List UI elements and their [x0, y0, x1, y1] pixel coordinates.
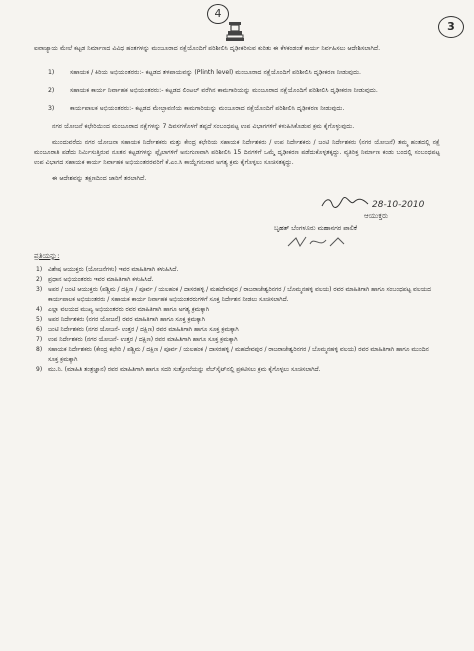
item-number: 6): [36, 326, 43, 333]
list-item: [48, 86, 440, 96]
item-number: 8): [36, 346, 43, 353]
item-number: 1): [36, 266, 43, 273]
item-text: ಅಪರ / ಜಂಟಿ ಆಯುಕ್ತರು (ಪಶ್ಚಿಮ / ದಕ್ಷಿಣ / ಪೂರ್ವ / ಯಲಹಂಕ / ದಾಸರಹಳ್ಳಿ / ಮಹದೇವಪುರ / ರಾಜರಾಜೇಶ್ವರಿನಗರ / ಬೊಮ್ಮನಹಳ್ಳಿ ವಲಯ) ರವರ ಮಾಹಿತಿಗಾಗಿ ಹಾಗೂ ಸಂಬಂಧಪಟ್ಟ ವಲಯದ ಕಾರ್ಯಪಾಲಕ ಅಭಿಯಂತರರು / ಸಹಾಯಕ ಕಾರ್ಯ ನಿರ್ವಾಹಕ ಅಭಿಯಂತರರುಗಳಿಗೆ ಸೂಕ್ತ ನಿರ್ದೇಶನ ನೀಡಲು ಸೂಚಿಸಲಾಗಿದೆ.: [48, 286, 432, 303]
signature-title: ಆಯುಕ್ತರು: [364, 212, 389, 220]
list-item: [34, 365, 440, 375]
list-item: [34, 335, 440, 345]
paragraph-inspection: ಮುಂದುವರೆದು ನಗರ ಯೋಜನಾ ಸಹಾಯಕ ನಿರ್ದೇಶಕರು ಮತ್ತು ಕೇಂದ್ರ ಕಛೇರಿಯ ಸಹಾಯಕ ನಿರ್ದೇಶಕರು / ಉಪ ನಿರ್ದೇಶಕರು / ಜಂಟಿ ನಿರ್ದೇಶಕರು (ನಗರ ಯೋಜನೆ) ತಮ್ಮ ಹಂತದಲ್ಲಿ ನಕ್ಷೆ ಮಂಜೂರಾತಿ ಪಡೆದು ನಿರ್ಮಿಸುತ್ತಿರುವ ನೂತನ ಕಟ್ಟಡಗಳನ್ನು ಪ್ಲೈಲಾಗಳಿಗೆ ಅನುಗುಣವಾಗಿ ಪರಿಶೀಲಿಸಿ 15 ದಿನಗಳಿಗೆ ಒಮ್ಮೆ ದೃಢೀಕರಣ ಪಡೆದುಕೊಳ್ಳತಕ್ಕದ್ದು. ವ್ಯತಿರಿಕ್ತ ನಿರ್ಮಾಣ ಕಂಡು ಬಂದಲ್ಲಿ ಸಂಬಂಧಪಟ್ಟ ಉಪ ವಿಭಾಗದ ಸಹಾಯಕ ಕಾರ್ಯ ನಿರ್ವಾಹಕ ಅಭಿಯಂತರರವರಿಗೆ ಕೆ.ಎಂ.ಸಿ ಕಾಯ್ದೆಗನುಸಾರ ಅಗತ್ಯ ಕ್ರಮ ಕೈಗೊಳ್ಳಲು ಸೂಚಿಸತಕ್ಕದ್ದು.: [34, 139, 440, 166]
handwritten-initials-icon: [286, 234, 346, 250]
circled-number: 4: [207, 4, 229, 24]
copies-list: [34, 265, 440, 375]
item-number: 9): [36, 366, 43, 373]
item-number: 4): [36, 306, 43, 313]
item-text: ವಿಶೇಷ ಆಯುಕ್ತರು (ಯೋಜನೆಗಳು) ಇವರ ಮಾಹಿತಿಗಾಗಿ ಕಳುಹಿಸಿದೆ.: [48, 266, 179, 273]
paragraph-dispatch: ನಗರ ಯೋಜನೆ ಕಛೇರಿಯಿಂದ ಮಂಜೂರಾದ ನಕ್ಷೆಗಳನ್ನು 7 ದಿವಸಗಳೊಳಗೆ ತಪ್ಪದೆ ಸಂಬಂಧಪಟ್ಟ ಉಪ ವಿಭಾಗಗಳಿಗೆ ಕಳುಹಿಸಿಕೊಡುವ ಕ್ರಮ ಕೈಗೊಳ್ಳುವುದು.: [52, 123, 355, 130]
item-number: 7): [36, 336, 43, 343]
item-text: ಕಾರ್ಯಪಾಲಕ ಅಭಿಯಂತರರು:- ಕಟ್ಟಡದ ಮೇಲ್ಛಾವಣಿಯ ಕಾಮಗಾರಿಯನ್ನು ಮಂಜೂರಾದ ನಕ್ಷೆಯೊಂದಿಗೆ ಪರಿಶೀಲಿಸಿ ದೃಢೀಕರಣ ನೀಡುವುದು.: [70, 105, 345, 112]
list-item: [34, 325, 440, 335]
list-item: [34, 305, 440, 315]
item-text: ಮು.ನಿ. (ಮಾಹಿತಿ ತಂತ್ರಜ್ಞಾನ) ರವರ ಮಾಹಿತಿಗಾಗಿ ಹಾಗೂ ಸದರಿ ಸುತ್ತೋಲೆಯನ್ನು ವೆಬ್‌ಸೈಟ್‌ನಲ್ಲಿ ಪ್ರಕಟಿಸಲು ಕ್ರಮ ಕೈಗೊಳ್ಳಲು ಸೂಚಿಸಲಾಗಿದೆ.: [48, 366, 321, 373]
list-item: [34, 315, 440, 325]
list-item: [34, 275, 440, 285]
item-text: ಸಹಾಯಕ / ಕಿರಿಯ ಅಭಿಯಂತರರು:- ಕಟ್ಟಡದ ತಳಪಾಯವನ್ನು (Plinth level) ಮಂಜೂರಾದ ನಕ್ಷೆಯೊಂದಿಗೆ ಪರಿಶೀಲಿಸಿ ದೃಢೀಕರಣ ನೀಡುವುದು.: [70, 69, 362, 76]
item-number: 3): [36, 286, 43, 293]
list-item: [34, 345, 440, 365]
list-item: [48, 68, 440, 78]
item-number: 1): [48, 69, 55, 76]
item-number: 2): [36, 276, 43, 283]
item-text: ಎಲ್ಲಾ ವಲಯದ ಮುಖ್ಯ ಅಭಿಯಂತರರು ರವರ ಮಾಹಿತಿಗಾಗಿ ಹಾಗೂ ಅಗತ್ಯ ಕ್ರಮಕ್ಕಾಗಿ: [48, 306, 210, 313]
signature-block: [34, 196, 440, 248]
copies-heading: ಪ್ರತಿಯನ್ನು:: [34, 252, 60, 260]
item-number: 5): [36, 316, 43, 323]
item-number: 2): [48, 87, 55, 94]
item-text: ಅಪರ ನಿರ್ದೇಶಕರು (ನಗರ ಯೋಜನೆ) ರವರ ಮಾಹಿತಿಗಾಗಿ ಹಾಗೂ ಸೂಕ್ತ ಕ್ರಮಕ್ಕಾಗಿ: [48, 316, 205, 323]
list-item: [34, 265, 440, 275]
list-item: [34, 285, 440, 305]
signature-date: 28-10-2010: [372, 200, 425, 210]
intro-paragraph: ಐವಾಜ್ಯಾಯ ಮೇಲೆ ಕಟ್ಟಡ ನಿರ್ಮಾಣದ ವಿವಿಧ ಹಂತಗಳನ್ನು ಮಂಜೂರಾದ ನಕ್ಷೆಯೊಂದಿಗೆ ಪರಿಶೀಲಿಸಿ ದೃಢೀಕರಿಸುವ ಕುರಿತು ಈ ಕೆಳಕಂಡಂತೆ ಕಾರ್ಯ ನಿರ್ವಹಿಸಲು ಆದೇಶಿಸಲಾಗಿದೆ.: [34, 45, 381, 52]
item-text: ಉಪ ನಿರ್ದೇಶಕರು (ನಗರ ಯೋಜನೆ- ಉತ್ತರ / ದಕ್ಷಿಣ) ರವರ ಮಾಹಿತಿಗಾಗಿ ಹಾಗೂ ಸೂಕ್ತ ಕ್ರಮಕ್ಕಾಗಿ: [48, 336, 238, 343]
item-text: ಸಹಾಯಕ ಕಾರ್ಯ ನಿರ್ವಾಹಕ ಅಭಿಯಂತರರು:- ಕಟ್ಟಡದ ಲಿಂಟಲ್ ವರೆಗಿನ ಕಾಮಗಾರಿಯನ್ನು ಮಂಜೂರಾದ ನಕ್ಷೆಯೊಂದಿಗೆ ಪರಿಶೀಲಿಸಿ ದೃಢೀಕರಣ ನೀಡುವುದು.: [70, 87, 378, 94]
item-text: ಪ್ರಧಾನ ಅಭಿಯಂತರರು ಇವರ ಮಾಹಿತಿಗಾಗಿ ಕಳುಹಿಸಿದೆ.: [48, 276, 154, 283]
signature-scribble-icon: [320, 196, 370, 210]
signature-organization: ಬೃಹತ್ ಬೆಂಗಳೂರು ಮಹಾನಗರ ಪಾಲಿಕೆ: [274, 224, 358, 232]
paragraph-effect: ಈ ಆದೇಶವನ್ನು ತಕ್ಷಣದಿಂದ ಜಾರಿಗೆ ತರಲಾಗಿದೆ.: [52, 175, 147, 182]
page-number: 3: [438, 16, 464, 38]
item-text: ಸಹಾಯಕ ನಿರ್ದೇಶಕರು (ಕೇಂದ್ರ ಕಛೇರಿ / ಪಶ್ಚಿಮ / ದಕ್ಷಿಣ / ಪೂರ್ವ / ಯಲಹಂಕ / ದಾಸರಹಳ್ಳಿ / ಮಹದೇವಪುರ / ರಾಜರಾಜೇಶ್ವರಿನಗರ / ಬೊಮ್ಮನಹಳ್ಳಿ ವಲಯ) ರವರ ಮಾಹಿತಿಗಾಗಿ ಹಾಗೂ ಮುಂದಿನ ಸೂಕ್ತ ಕ್ರಮಕ್ಕಾಗಿ: [48, 346, 429, 363]
list-item: [48, 104, 440, 114]
item-number: 3): [48, 105, 55, 112]
duties-list: [48, 68, 440, 114]
emblem-icon: [226, 20, 244, 42]
item-text: ಜಂಟಿ ನಿರ್ದೇಶಕರು (ನಗರ ಯೋಜನೆ- ಉತ್ತರ / ದಕ್ಷಿಣ) ರವರ ಮಾಹಿತಿಗಾಗಿ ಹಾಗೂ ಸೂಕ್ತ ಕ್ರಮಕ್ಕಾಗಿ: [48, 326, 239, 333]
